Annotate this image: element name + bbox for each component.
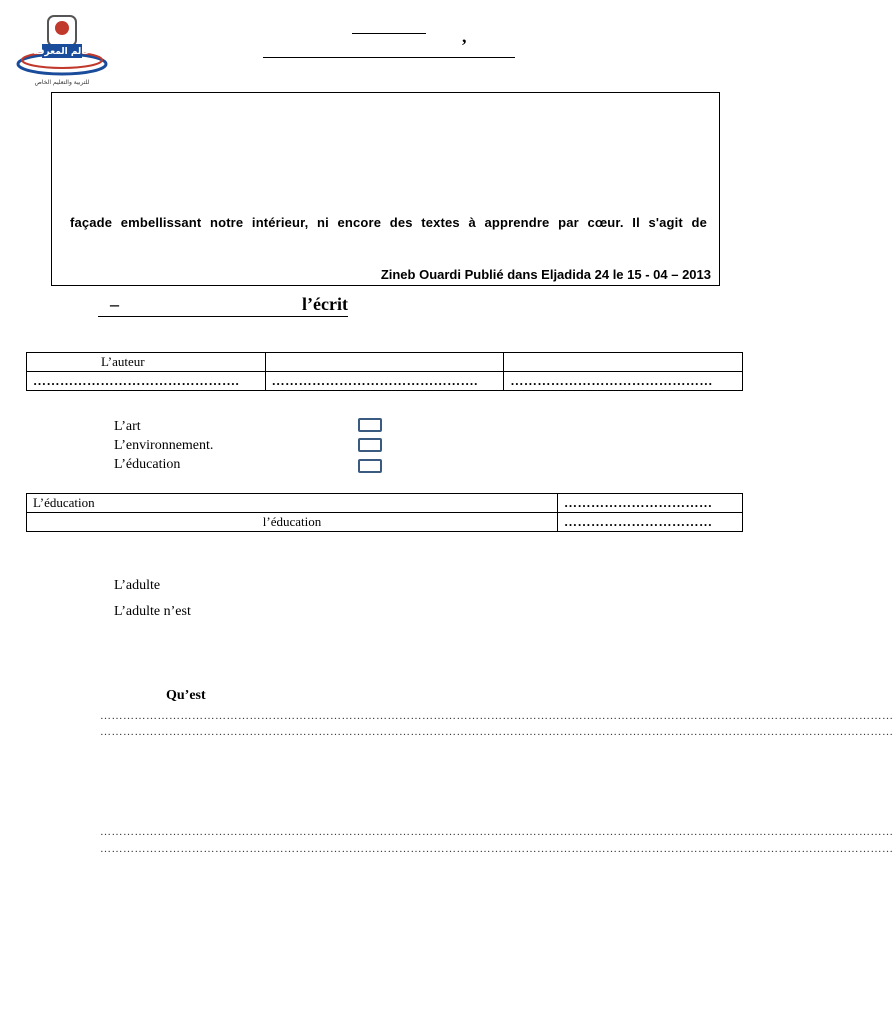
passage-text: façade embellissant notre intérieur, ni encore des textes à apprendre par cœur. Il s'agit de [70, 215, 707, 230]
choice-label-environnement: L’environnement. [114, 438, 214, 453]
choice-label-education: L’éducation [114, 457, 181, 472]
svg-text:للتربية والتعليم الخاص: للتربية والتعليم الخاص [34, 79, 90, 86]
table-row [27, 513, 743, 532]
svg-text:عالم المعرفة: عالم المعرفة [33, 47, 91, 57]
table-cell [27, 353, 266, 372]
answer-blank[interactable]: ………………………………………. [27, 372, 266, 391]
author-table [26, 352, 743, 391]
adulte-line-2: L’adulte n’est [114, 604, 191, 619]
checkbox-environnement[interactable] [358, 438, 382, 452]
table-row [27, 494, 743, 513]
passage-source: Zineb Ouardi Publié dans Eljadida 24 le 15 - 04 – 2013 [380, 267, 711, 282]
section-title-text: l’écrit [302, 294, 348, 314]
answer-line[interactable]: ……………………………………………………………………………………………………………………………………………………………………………………… [100, 710, 894, 722]
section-title [98, 294, 348, 317]
education-table [26, 493, 743, 532]
text-passage-box [51, 92, 720, 286]
answer-line[interactable]: ……………………………………………………………………………………………………………………………………………………………………………………… [100, 726, 894, 738]
header-comma: , [462, 26, 467, 46]
author-header: L’auteur [101, 354, 145, 369]
answer-blank[interactable]: …………………………… [558, 513, 743, 532]
row-label: l’éducation [27, 513, 558, 532]
table-cell [504, 353, 743, 372]
header-line-short [352, 33, 426, 34]
answer-blank[interactable]: ……………………………………… [504, 372, 743, 391]
table-row [27, 353, 743, 372]
row-label: L’éducation [27, 494, 558, 513]
answer-blank[interactable]: ………………………………………. [265, 372, 504, 391]
header-line-long [263, 57, 515, 58]
choice-label-art: L’art [114, 419, 141, 434]
answer-line[interactable]: ……………………………………………………………………………………………………………………………………………………………………………………… [100, 843, 894, 855]
answer-line[interactable]: ……………………………………………………………………………………………………………………………………………………………………………………… [100, 826, 894, 838]
school-logo [12, 10, 112, 92]
section-dash: – [110, 294, 119, 314]
adulte-line-1: L’adulte [114, 578, 161, 593]
checkbox-art[interactable] [358, 418, 382, 432]
answer-blank[interactable]: …………………………… [558, 494, 743, 513]
table-cell [265, 353, 504, 372]
table-row[interactable] [27, 372, 743, 391]
question-label: Qu’est [166, 688, 206, 703]
checkbox-education[interactable] [358, 459, 382, 473]
